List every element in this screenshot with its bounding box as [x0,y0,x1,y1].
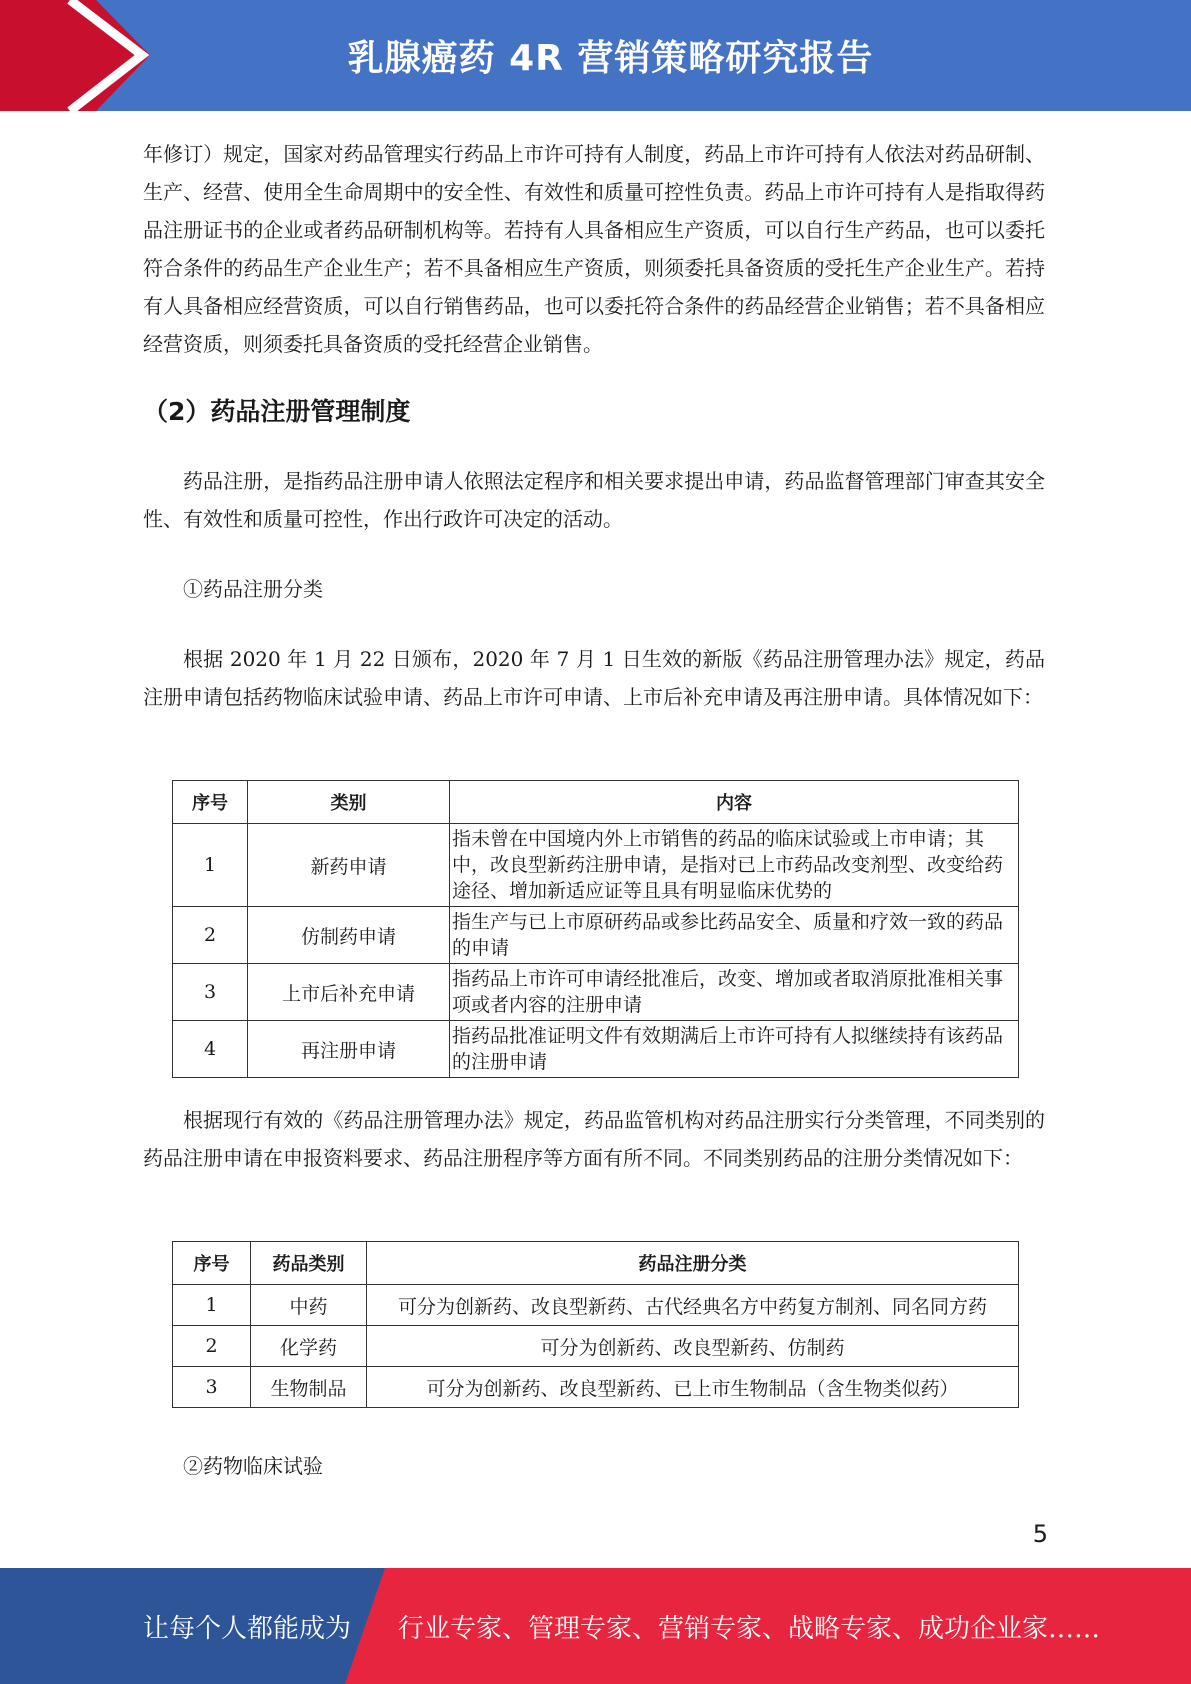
cell-content: 指生产与已上市原研药品或参比药品安全、质量和疗效一致的药品的申请 [450,907,1019,964]
paragraph-registration-types: 根据 2020 年 1 月 22 日颁布，2020 年 7 月 1 日生效的新版《药品注册管理办法》规定，药品注册申请包括药物临床试验申请、药品上市许可申请、上市后补充申请及再注册申请。具体情况如下： [143,647,1045,709]
footer-slogan-left: 让每个人都能成为 [143,1614,352,1644]
report-title: 乳腺癌药 4R 营销策略研究报告 [347,38,874,79]
subheading-registration-classification: ①药品注册分类 [183,577,323,601]
header-no: 序号 [173,781,248,824]
cell-classification: 可分为创新药、改良型新药、已上市生物制品（含生物类似药） [367,1367,1019,1408]
cell-content: 指药品批准证明文件有效期满后上市许可持有人拟继续持有该药品的注册申请 [450,1021,1019,1078]
page-header [0,0,1191,111]
paragraph-registration-definition: 药品注册，是指药品注册申请人依照法定程序和相关要求提出申请，药品监督管理部门审查其安全性、有效性和质量可控性，作出行政许可决定的活动。 [143,469,1045,531]
cell-content: 指未曾在中国境内外上市销售的药品的临床试验或上市申请；其中，改良型新药注册申请，是指对已上市药品改变剂型、改变给药途径、增加新适应证等且具有明显临床优势的 [450,824,1019,907]
cell-content: 指药品上市许可申请经批准后，改变、增加或者取消原批准相关事项或者内容的注册申请 [450,964,1019,1021]
cell-no: 4 [173,1021,248,1078]
cell-classification: 可分为创新药、改良型新药、仿制药 [367,1326,1019,1367]
page-footer [0,1568,1191,1684]
cell-drug-type: 生物制品 [251,1367,367,1408]
cell-category: 新药申请 [248,824,450,907]
cell-no: 2 [173,907,248,964]
section-heading-drug-registration: （2）药品注册管理制度 [143,397,411,426]
cell-category: 上市后补充申请 [248,964,450,1021]
cell-no: 3 [173,1367,251,1408]
table-row [173,1021,1019,1078]
cell-no: 3 [173,964,248,1021]
paragraph-classification-management: 根据现行有效的《药品注册管理办法》规定，药品监管机构对药品注册实行分类管理，不同类别的药品注册申请在申报资料要求、药品注册程序等方面有所不同。不同类别药品的注册分类情况如下： [143,1108,1045,1170]
cell-no: 1 [173,1285,251,1326]
drug-classification-table [172,1241,1019,1408]
header-no: 序号 [173,1242,251,1285]
header-category: 类别 [248,781,450,824]
header-registration-classification: 药品注册分类 [367,1242,1019,1285]
table-header-row [173,781,1019,824]
cell-no: 1 [173,824,248,907]
registration-application-table [172,780,1019,1078]
cell-category: 仿制药申请 [248,907,450,964]
table-row [173,907,1019,964]
cell-category: 再注册申请 [248,1021,450,1078]
table-header-row [173,1242,1019,1285]
cell-drug-type: 中药 [251,1285,367,1326]
cell-classification: 可分为创新药、改良型新药、古代经典名方中药复方制剂、同名同方药 [367,1285,1019,1326]
table-row [173,1285,1019,1326]
table-row [173,1367,1019,1408]
table-row [173,824,1019,907]
cell-drug-type: 化学药 [251,1326,367,1367]
cell-no: 2 [173,1326,251,1367]
table-row [173,1326,1019,1367]
page-number: 5 [1032,1520,1048,1548]
paragraph-holder-system: 年修订）规定，国家对药品管理实行药品上市许可持有人制度，药品上市许可持有人依法对药品研制、生产、经营、使用全生命周期中的安全性、有效性和质量可控性负责。药品上市许可持有人是指取得药品注册证书的企业或者药品研制机构等。若持有人具备相应生产资质，可以自行生产药品，也可以委托符合条件的药品生产企业生产；若不具备相应生产资质，则须委托具备资质的受托生产企业生产。若持有人具备相应经营资质，可以自行销售药品，也可以委托符合条件的药品经营企业销售；若不具备相应经营资质，则须委托具备资质的受托经营企业销售。 [143,142,1045,356]
header-content: 内容 [450,781,1019,824]
footer-slogan-right: 行业专家、管理专家、营销专家、战略专家、成功企业家…… [398,1614,1101,1644]
subheading-clinical-trials: ②药物临床试验 [183,1454,323,1478]
table-row [173,964,1019,1021]
header-drug-type: 药品类别 [251,1242,367,1285]
